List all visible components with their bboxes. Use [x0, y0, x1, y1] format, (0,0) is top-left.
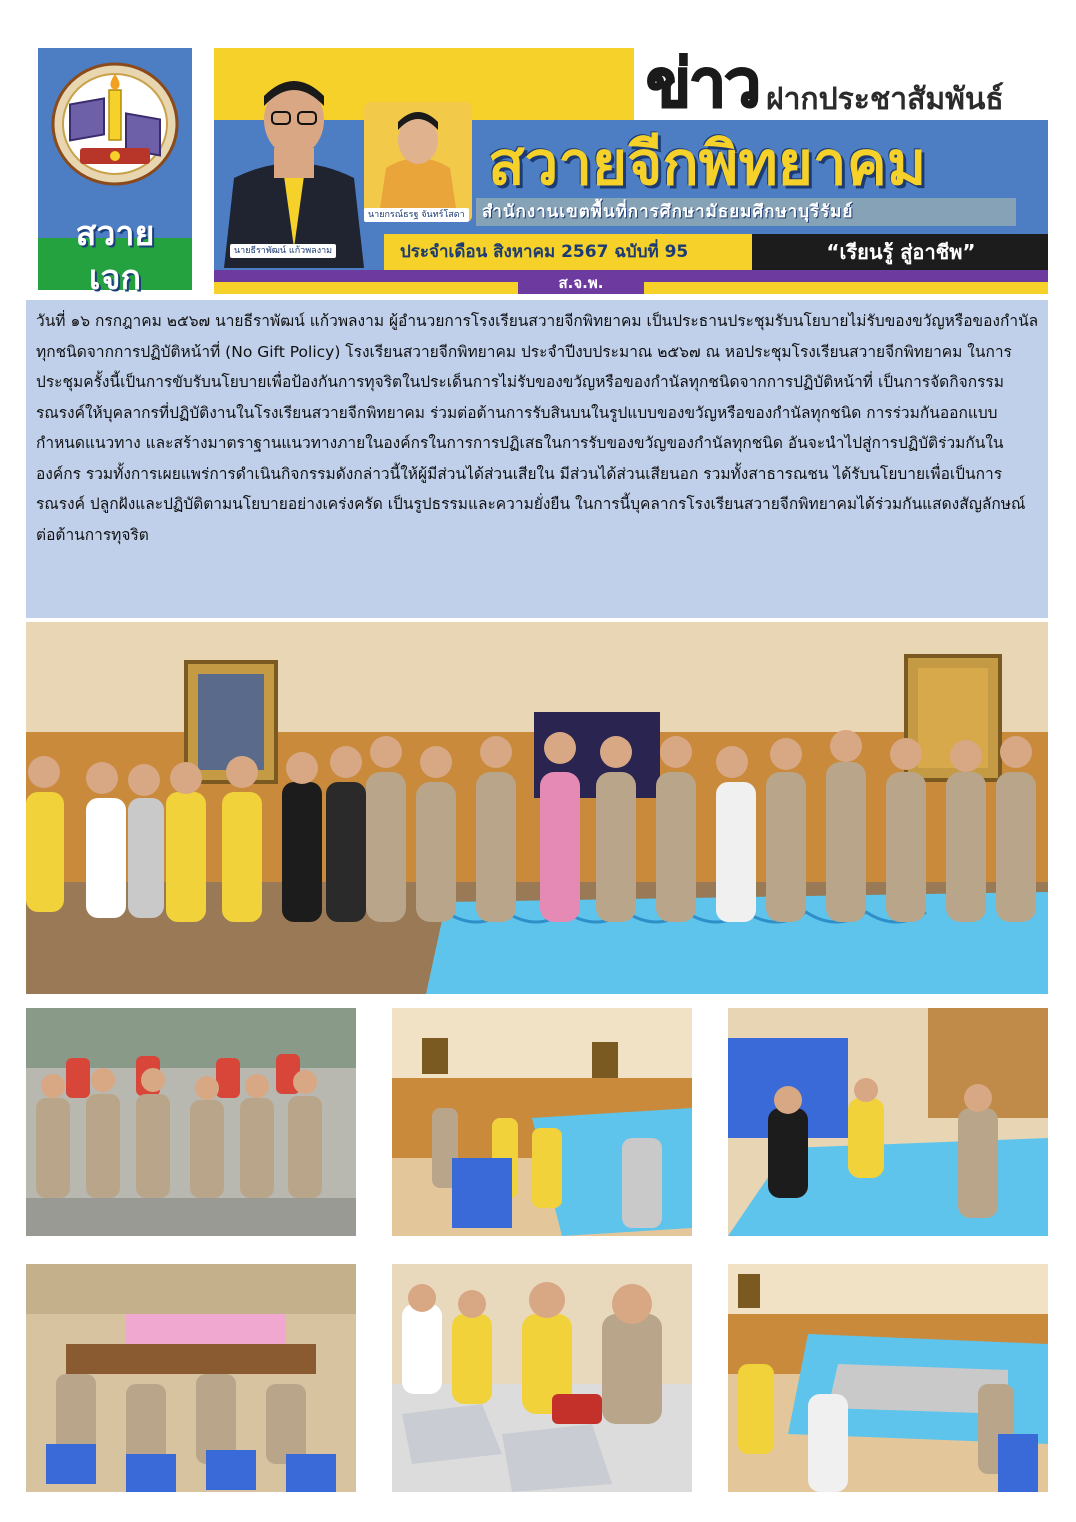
- article-body: วันที่ ๑๖ กรกฎาคม ๒๕๖๗ นายธีราพัฒน์ แก้วพลงาม ผู้อำนวยการโรงเรียนสวายจีกพิทยาคม เป็นประธานประชุมรับนโยบายไม่รับของขวัญหรือของกำนัลทุกชนิดจากการปฏิบัติหน้าที่ (No Gift Policy) โรงเรียนสวายจีกพิทยาคม ประจำปีงบประมาณ ๒๕๖๗ ณ หอประชุมโรงเรียนสวายจีกพิทยาคม ในการประชุมครั้งนี้เป็นการขับรับนโยบายเพื่อป้องกันการทุจริตในประเด็นการไม่รับของขวัญหรือของกำนัลทุกชนิดจากการปฏิบัติหน้าที่ เป็นการจัดกิจกรรมรณรงค์ให้บุคลากรที่ปฏิบัติงานในโรงเรียนสวายจีกพิทยาคม ร่วมต่อต้านการรับสินบนในรูปแบบของขวัญหรือของกำนัลทุกชนิด การร่วมกันออกแบบกำหนดแนวทาง และสร้างมาตราฐานแนวทางภายในองค์กรในการการปฏิเสธในการรับของขวัญของกำนัลทุกชนิด อันจะนำไปสู่การปฏิบัติร่วมกันในองค์กร รวมทั้งการเผยแพร่การดำเนินกิจกรรมดังกล่าวนี้ให้ผู้มีส่วนได้ส่วนเสียใน มีส่วนได้ส่วนเสียนอก รวมทั้งสาธารณชน ได้รับนโยบายเพื่อเป็นการรณรงค์ ปลูกฝังและปฏิบัติตามนโยบายอย่างเคร่งครัด เป็นรูปธรรมและความยั่งยืน ในการนี้บุคลากรโรงเรียนสวายจีกพิทยาคมได้ร่วมกันแสดงสัญลักษณ์ต่อต้านการทุจริต: [36, 312, 1039, 544]
- photo-caption-director: นายธีราพัฒน์ แก้วพลงาม: [230, 244, 336, 258]
- laptop-meeting-image: [392, 1264, 692, 1492]
- photo-conference-table: [728, 1264, 1048, 1492]
- school-emblem-icon: [50, 60, 180, 188]
- meeting-room-1-image: [392, 1008, 692, 1236]
- photo-meeting-room-2: [728, 1008, 1048, 1236]
- main-group-photo: [26, 622, 1048, 994]
- logo-tag-line-1: สวาย: [75, 214, 155, 254]
- school-logo-block: [38, 48, 192, 298]
- school-name: สวายจีกพิทยาคม: [488, 129, 927, 199]
- news-subtitle: ฝากประชาสัมพันธ์: [766, 82, 1004, 117]
- logo-tag-line-2: เจก: [88, 258, 142, 298]
- issue-info: ประจำเดือน สิงหาคม 2567 ฉบับที่ 95: [400, 242, 689, 262]
- school-motto: “เรียนรู้ สู่อาชีพ”: [826, 240, 976, 264]
- newsletter-banner: [214, 48, 1048, 294]
- photo-outdoor-group: [26, 1008, 356, 1236]
- school-abbreviation: ส.จ.พ.: [558, 274, 604, 292]
- office-name: สำนักงานเขตพื้นที่การศึกษามัธยมศึกษาบุรีรัมย์: [482, 202, 854, 222]
- news-title: ข่าว: [646, 48, 760, 122]
- assembly-hall-image: [26, 1264, 356, 1492]
- photo-assembly-hall: [26, 1264, 356, 1492]
- photo-caption-deputy: นายกรณ์ธรฐ จันทร์โสดา: [364, 208, 469, 222]
- meeting-room-2-image: [728, 1008, 1048, 1236]
- conference-table-image: [728, 1264, 1048, 1492]
- outdoor-group-image: [26, 1008, 356, 1236]
- photo-meeting-room-1: [392, 1008, 692, 1236]
- group-photo-image: [26, 622, 1048, 994]
- photo-laptop-meeting: [392, 1264, 692, 1492]
